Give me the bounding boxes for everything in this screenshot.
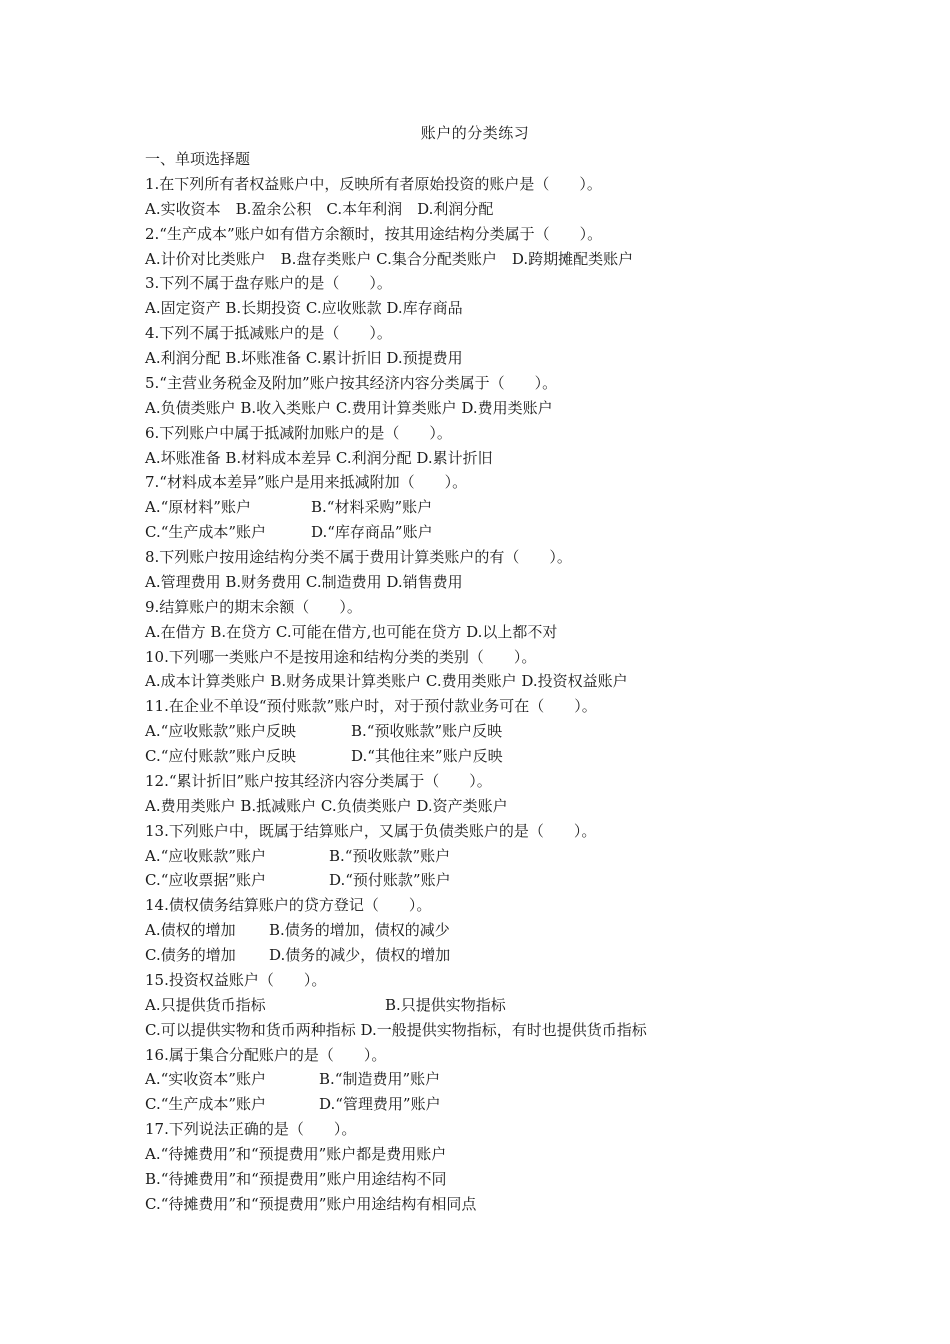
line-text-secondary: D.“管理费用”账户	[319, 1095, 441, 1114]
line-text-secondary: B.“预收账款”账户	[329, 846, 451, 865]
line-text-secondary: B.“预收账款”账户反映	[351, 722, 503, 741]
line-text: A.“原材料”账户	[145, 498, 251, 517]
text-line	[145, 346, 765, 371]
text-line	[145, 669, 765, 694]
line-text: 13.下列账户中，既属于结算账户，又属于负债类账户的是（ ）。	[145, 821, 597, 840]
text-line	[145, 197, 765, 222]
line-text: A.坏账准备 B.材料成本差异 C.利润分配 D.累计折旧	[145, 448, 493, 467]
text-line	[145, 744, 765, 769]
text-line	[145, 495, 765, 520]
line-text: 11.在企业不单设“预付账款”账户时，对于预付款业务可在（ ）。	[145, 697, 597, 716]
text-line	[145, 1092, 765, 1117]
line-text: 1.在下列所有者权益账户中，反映所有者原始投资的账户是（ ）。	[145, 174, 602, 193]
line-text: A.管理费用 B.财务费用 C.制造费用 D.销售费用	[145, 572, 463, 591]
line-text: 6.下列账户中属于抵减附加账户的是（ ）。	[145, 423, 452, 442]
line-text-secondary: B.“材料采购”账户	[311, 498, 433, 517]
text-line	[145, 943, 765, 968]
text-line	[145, 247, 765, 272]
text-line	[145, 719, 765, 744]
line-text: C.可以提供实物和货币两种指标 D.一般提供实物指标，有时也提供货币指标	[145, 1020, 647, 1039]
text-line	[145, 620, 765, 645]
text-line	[145, 1018, 765, 1043]
line-text: 17.下列说法正确的是（ ）。	[145, 1120, 357, 1139]
line-text-secondary: D.“库存商品”账户	[311, 523, 433, 542]
text-line	[145, 694, 765, 719]
line-text: 5.“主营业务税金及附加”账户按其经济内容分类属于（ ）。	[145, 373, 558, 392]
line-text: A.在借方 B.在贷方 C.可能在借方,也可能在贷方 D.以上都不对	[145, 622, 558, 641]
line-text: 16.属于集合分配账户的是（ ）。	[145, 1045, 387, 1064]
text-line	[145, 645, 765, 670]
line-text: C.债务的增加	[145, 946, 236, 964]
line-text: A.费用类账户 B.抵减账户 C.负债类账户 D.资产类账户	[145, 796, 508, 815]
line-text-secondary: B.债务的增加，债权的减少	[269, 921, 450, 940]
line-text: A.“应收账款”账户反映	[145, 722, 296, 741]
text-line	[145, 893, 765, 918]
text-line	[145, 868, 765, 893]
line-text: A.实收资本 B.盈余公积 C.本年利润 D.利润分配	[145, 199, 494, 218]
line-text: B.“待摊费用”和“预提费用”账户用途结构不同	[145, 1169, 447, 1188]
line-text: C.“生产成本”账户	[145, 523, 267, 542]
line-text: 4.下列不属于抵减账户的是（ ）。	[145, 324, 392, 343]
line-text: C.“应收票据”账户	[145, 871, 267, 890]
line-text: 7.“材料成本差异”账户是用来抵减附加（ ）。	[145, 473, 468, 492]
line-text-secondary: B.“制造费用”账户	[319, 1070, 441, 1089]
line-text: C.“应付账款”账户反映	[145, 747, 297, 765]
text-line	[145, 769, 765, 794]
line-text-secondary: B.只提供实物指标	[385, 995, 506, 1014]
text-line	[145, 222, 765, 247]
line-text: A.“实收资本”账户	[145, 1070, 266, 1089]
line-text-secondary: D.债务的减少，债权的增加	[269, 946, 451, 964]
line-text: 14.债权债务结算账户的贷方登记（ ）。	[145, 896, 432, 915]
text-line	[145, 1142, 765, 1167]
text-line	[145, 1192, 765, 1217]
text-line	[145, 595, 765, 620]
text-line	[145, 1043, 765, 1068]
text-line	[145, 147, 765, 172]
document-title: 账户的分类练习	[420, 124, 530, 142]
line-text: 9.结算账户的期末余额（ ）。	[145, 597, 362, 616]
text-line	[145, 794, 765, 819]
text-line	[145, 371, 765, 396]
text-line	[145, 1167, 765, 1192]
line-text: A.利润分配 B.坏账准备 C.累计折旧 D.预提费用	[145, 349, 463, 367]
line-text: 10.下列哪一类账户不是按用途和结构分类的类别（ ）。	[145, 647, 537, 666]
line-text: A.债权的增加	[145, 921, 236, 940]
text-line	[145, 321, 765, 346]
line-text: A.计价对比类账户 B.盘存类账户 C.集合分配类账户 D.跨期摊配类账户	[145, 249, 634, 268]
line-text: A.固定资产 B.长期投资 C.应收账款 D.库存商品	[145, 299, 463, 318]
line-text: 3.下列不属于盘存账户的是（ ）。	[145, 274, 392, 293]
text-line	[145, 421, 765, 446]
text-line	[145, 296, 765, 321]
text-line	[145, 1117, 765, 1142]
text-line	[145, 844, 765, 869]
text-line	[145, 172, 765, 197]
text-line	[145, 520, 765, 545]
text-line	[145, 396, 765, 421]
text-line	[145, 968, 765, 993]
text-line	[145, 446, 765, 471]
line-text: 15.投资权益账户（ ）。	[145, 970, 327, 989]
text-line	[145, 545, 765, 570]
line-text-secondary: D.“其他往来”账户反映	[351, 747, 503, 765]
line-text: A.成本计算类账户 B.财务成果计算类账户 C.费用类账户 D.投资权益账户	[145, 672, 628, 691]
text-line	[145, 1067, 765, 1092]
text-line	[145, 271, 765, 296]
line-text: A.“应收账款”账户	[145, 846, 266, 865]
line-text: 一、单项选择题	[145, 150, 251, 168]
text-line	[145, 993, 765, 1018]
line-text: A.“待摊费用”和“预提费用”账户都是费用账户	[145, 1145, 447, 1163]
text-line	[145, 570, 765, 595]
line-text-secondary: D.“预付账款”账户	[329, 871, 451, 890]
line-text: 8.下列账户按用途结构分类不属于费用计算类账户的有（ ）。	[145, 548, 572, 566]
line-text: C.“待摊费用”和“预提费用”账户用途结构有相同点	[145, 1194, 477, 1213]
text-line	[145, 819, 765, 844]
text-line	[145, 470, 765, 495]
line-text: A.只提供货币指标	[145, 995, 266, 1014]
question-list	[145, 147, 765, 1217]
line-text: C.“生产成本”账户	[145, 1095, 267, 1114]
line-text: A.负债类账户 B.收入类账户 C.费用计算类账户 D.费用类账户	[145, 398, 553, 417]
line-text: 2.“生产成本”账户如有借方余额时，按其用途结构分类属于（ ）。	[145, 224, 603, 243]
line-text: 12.“累计折旧”账户按其经济内容分类属于（ ）。	[145, 771, 492, 790]
text-line	[145, 918, 765, 943]
